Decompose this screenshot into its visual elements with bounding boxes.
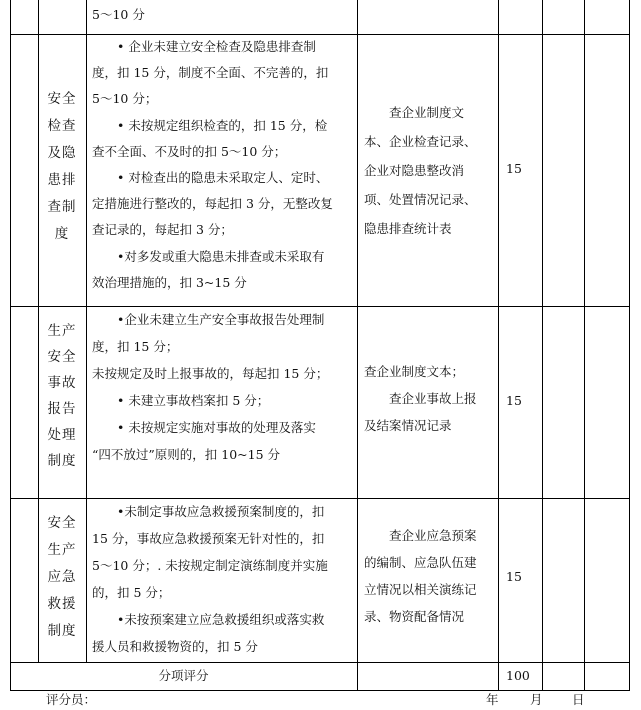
rater-label: 评分员： — [46, 692, 97, 707]
score-accident-report: 15 — [506, 393, 522, 408]
criteria-inspection: • 企业未建立安全检查及隐患排查制 度，扣 15 分，制度不全面、不完善的，扣 5～10 分； • 未按规定组织检查的，扣 15 分，检 查不全面、不及时的扣 5～10 分； • 对检查出的隐患未采取定人、定时、 定措施进行整改的，每起扣 3 分，无整改复 查记录的，每起扣 3 分； •对多发或重大隐患未排查或未采取有 效治理措施的，扣 3~15 分 — [92, 39, 333, 290]
method-accident-report: 查企业制度文本； 查企业事故上报 及结案情况记录 — [364, 364, 477, 433]
item-name-inspection: 安全 检查 及隐 患排 查制 度 — [47, 91, 77, 242]
criteria-accident-report: •企业未建立生产安全事故报告处理制 度，扣 15 分； 未按规定及时上报事故的，每起扣 15 分； • 未建立事故档案扣 5 分； • 未按规定实施对事故的处理及落实 “四不放过”原则的，扣 10~15 分 — [92, 312, 329, 462]
score-emergency-rescue: 15 — [506, 569, 522, 584]
method-emergency-rescue: 查企业应急预案 的编制、应急队伍建 立情况以相关演练记 录、物资配备情况 — [364, 528, 477, 624]
criteria-emergency-rescue: •未制定事故应急救援预案制度的，扣 15 分，事故应急救援预案无针对性的，扣 5～10 分；. 未按规定制定演练制度并实施 的，扣 5 分； •未按预案建立应急救援组织或落实救 援人员和救援物资的，扣 5 分 — [92, 504, 328, 654]
summary-label: 分项评分 — [158, 668, 209, 683]
score-inspection: 15 — [506, 161, 522, 176]
item-name-accident-report: 生产 安全 事故 报告 处理 制度 — [47, 323, 77, 469]
summary-score: 100 — [506, 668, 530, 683]
date-year: 年 — [486, 692, 499, 707]
item-name-emergency-rescue: 安全 生产 应急 救援 制度 — [47, 515, 77, 639]
top-row-text: 5～10 分 — [92, 7, 145, 22]
method-inspection: 查企业制度文 本、企业检查记录、 企业对隐患整改消 项、处置情况记录、 隐患排查统计表 — [364, 105, 477, 236]
date-day: 日 — [572, 692, 585, 707]
date-month: 月 — [530, 692, 543, 707]
